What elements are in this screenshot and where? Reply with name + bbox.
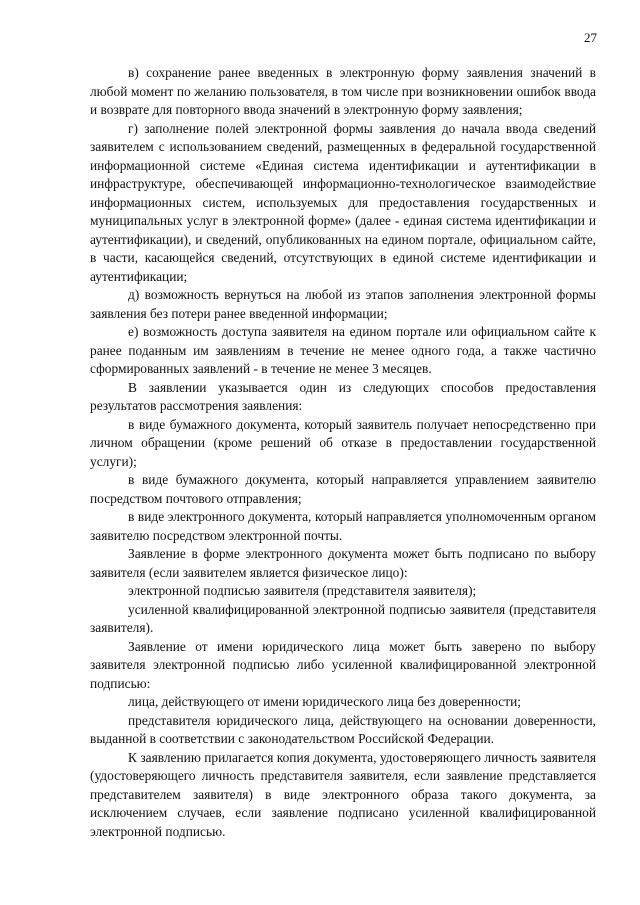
- paragraph-without-proxy: лица, действующего от имени юридического лица без доверенности;: [128, 694, 521, 709]
- paragraph-representative: представителя юридического лица, действующего на основании доверенности, выданной в соответствии с законодательством Российской Федерации.: [90, 712, 596, 746]
- paragraph-electronic-email: в виде электронного документа, который направляется уполномоченным органом заявителю посредством электронной почты.: [90, 509, 596, 543]
- page-number: 27: [584, 30, 597, 45]
- paragraph-signature-individual: Заявление в форме электронного документа может быть подписано по выбору заявителя (если заявителем является физическое лицо):: [90, 546, 596, 580]
- paragraph-result-methods: В заявлении указывается один из следующих способов предоставления результатов рассмотрения заявления:: [90, 379, 596, 413]
- paragraph-qualified-signature: усиленной квалифицированной электронной подписью заявителя (представителя заявителя).: [90, 601, 596, 635]
- paragraph-paper-personal: в виде бумажного документа, который заявитель получает непосредственно при личном обращении (кроме решений об отказе в предоставлении государственной услуги);: [90, 416, 596, 469]
- paragraph-g: г) заполнение полей электронной формы заявления до начала ввода сведений заявителем с использованием сведений, размещенных в федеральной государственной информационной системе «Единая система идентификации и аутентификации в инфраструктуре, обеспечивающей информационно-технологическое взаимодействие информационных систем, используемых для предоставления государственных и муниципальных услуг в электронной форме» (далее - единая система идентификации и аутентификации), и сведений, опубликованных на едином портале, официальном сайте, в части, касающейся сведений, отсутствующих в единой системе идентификации и аутентификации;: [90, 120, 596, 284]
- paragraph-attachment: К заявлению прилагается копия документа, удостоверяющего личность заявителя (удостоверяющего личность представителя заявителя, если заявление представляется представителем заявителя) в виде электронного образа такого документа, за исключением случаев, если заявление подписано усиленной квалифицированной электронной подписью.: [90, 749, 596, 839]
- paragraph-legal-entity: Заявление от имени юридического лица может быть заверено по выбору заявителя электронной подписью либо усиленной квалифицированной электронной подписью:: [90, 638, 596, 691]
- paragraph-v: в) сохранение ранее введенных в электронную форму заявления значений в любой момент по желанию пользователя, в том числе при возникновении ошибок ввода и возврате для повторного ввода значений в электронную форму заявления;: [90, 65, 596, 117]
- paragraph-simple-signature: электронной подписью заявителя (представителя заявителя);: [128, 583, 477, 598]
- paragraph-e: е) возможность доступа заявителя на едином портале или официальном сайте к ранее поданным им заявлениям в течение не менее одного года, а также частично сформированных заявлений - в течение не менее 3 месяцев.: [90, 324, 596, 376]
- paragraph-paper-post: в виде бумажного документа, который направляется управлением заявителю посредством почтового отправления;: [90, 472, 596, 506]
- document-body: [90, 64, 596, 841]
- paragraph-d: д) возможность вернуться на любой из этапов заполнения электронной формы заявления без потери ранее введенной информации;: [90, 287, 596, 321]
